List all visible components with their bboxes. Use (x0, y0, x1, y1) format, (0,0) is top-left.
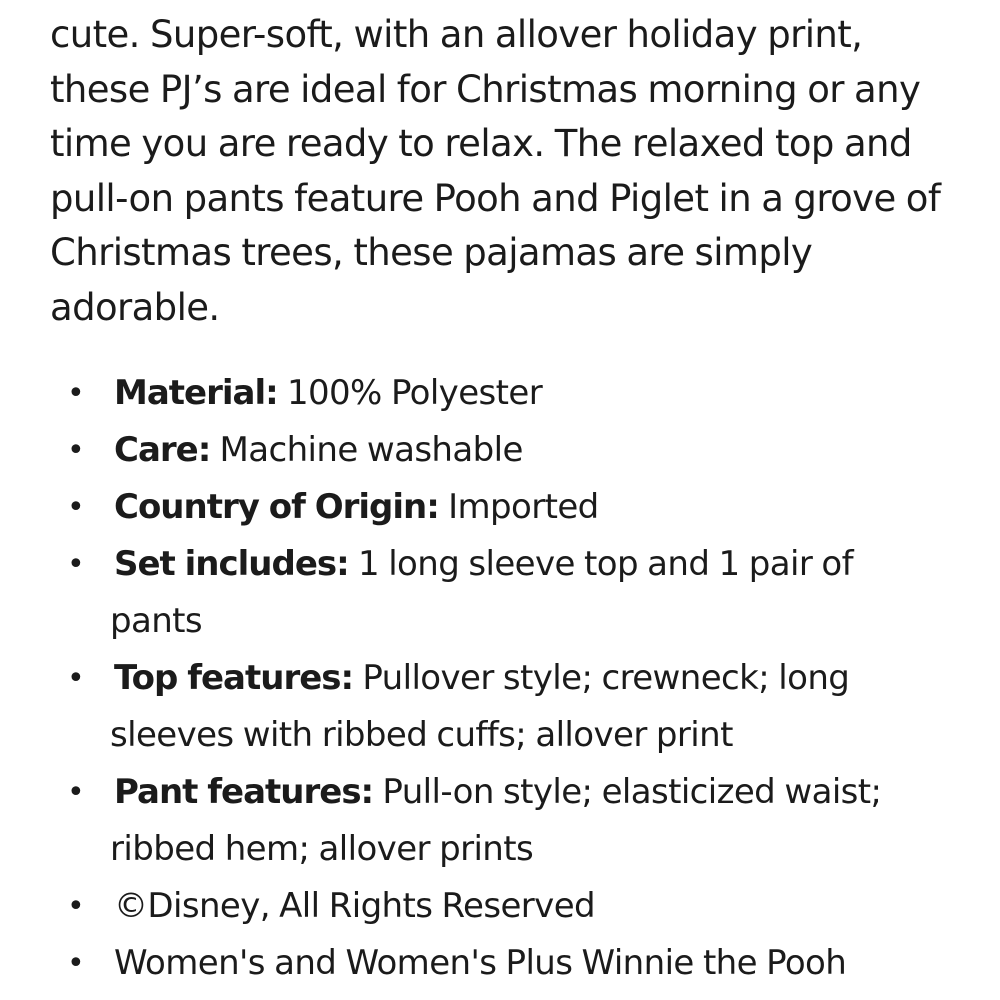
feature-value: ©Disney, All Rights Reserved (114, 886, 596, 926)
feature-value-continued: ribbed hem; allover prints (110, 829, 534, 869)
bullet-icon: • (67, 889, 85, 924)
feature-set-includes (50, 536, 930, 650)
description-line: pull-on pants feature Pooh and Piglet in a grove of (50, 176, 941, 220)
feature-value: Women's and Women's Plus Winnie the Pooh (114, 943, 847, 983)
bullet-icon: • (67, 661, 85, 696)
feature-value-continued: sleeves with ribbed cuffs; allover print (110, 715, 733, 755)
description-line: adorable. (50, 285, 220, 329)
description-line: these PJ’s are ideal for Christmas morning or any (50, 67, 921, 111)
feature-label: Set includes: (114, 544, 349, 584)
feature-label: Country of Origin: (114, 487, 439, 527)
feature-value: Imported (448, 487, 599, 527)
product-details (50, 8, 950, 983)
feature-value: Machine washable (219, 430, 523, 470)
description-line: Christmas trees, these pajamas are simply (50, 231, 813, 274)
feature-care (50, 422, 930, 479)
feature-label: Pant features: (114, 772, 374, 812)
feature-value: Pull-on style; elasticized waist; (382, 772, 882, 812)
feature-value: Pullover style; crewneck; long (362, 658, 850, 698)
feature-value-continued: pants (110, 601, 203, 641)
bullet-icon: • (67, 433, 85, 468)
feature-top-features (50, 650, 930, 764)
bullet-icon: • (67, 946, 85, 981)
bullet-icon: • (67, 490, 85, 525)
bullet-icon: • (67, 376, 85, 411)
feature-list (50, 365, 930, 992)
feature-value: 100% Polyester (286, 373, 543, 413)
feature-material (50, 365, 930, 422)
product-description (50, 8, 950, 335)
bullet-icon: • (67, 775, 85, 810)
feature-label: Material: (114, 373, 278, 413)
feature-country-of-origin (50, 479, 930, 536)
feature-copyright (50, 878, 930, 935)
feature-label: Top features: (114, 658, 354, 698)
feature-value: 1 long sleeve top and 1 pair of (357, 544, 853, 584)
feature-label: Care: (114, 430, 211, 470)
feature-product-line (50, 935, 930, 992)
feature-pant-features (50, 764, 930, 878)
description-line: cute. Super-soft, with an allover holiday print, (50, 13, 863, 56)
description-line: time you are ready to relax. The relaxed top and (50, 122, 912, 165)
bullet-icon: • (67, 547, 85, 582)
